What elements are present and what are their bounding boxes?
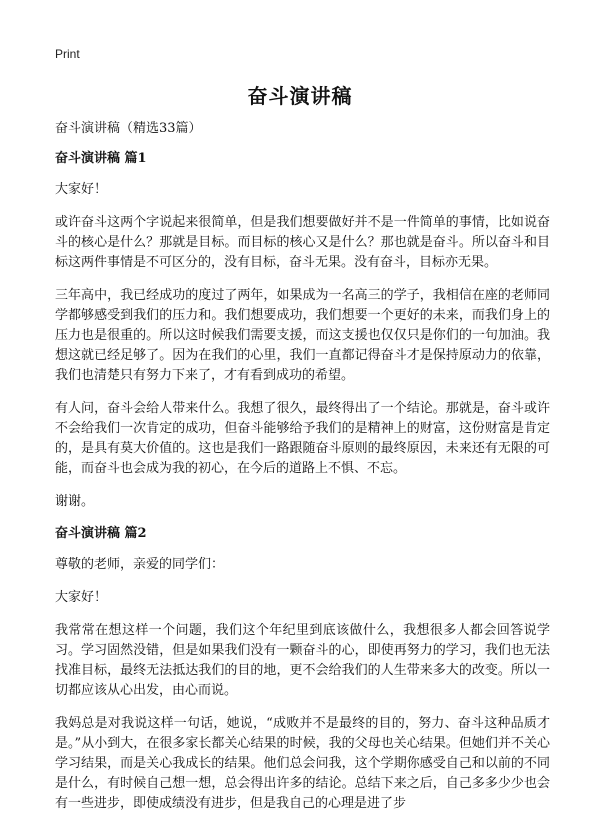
section-2: [55, 525, 550, 814]
paragraph: 大家好！: [55, 182, 108, 197]
paragraph: 大家好！: [55, 590, 108, 605]
paragraph: 我妈总是对我说这样一句话，她说，“成败并不是最终的目的，努力、奋斗这种品质才是。”从小到大，在很多家长都关心结果的时候，我的父母也关心结果。但她们并不关心学习结果，而是关心我成长的结果。他们总会问我，这个学期你感受自己和以前的不同是什么，有时候自己想一想，总会得出许多的结论。总结下来之后，自己多多少少也会有一些进步，即使成绩没有进步，但是我自己的心理是进了步: [55, 716, 550, 811]
document-content: [55, 120, 550, 827]
paragraph: 三年高中，我已经成功的度过了两年，如果成为一名高三的学子，我相信在座的老师同学都够感受到我们的压力和。我们想要成功，我们想要一个更好的未来，而我们身上的压力也是很重的。所以这时候我们需要支援，而这支援也仅仅只是你们的一句加油。我想这就已经足够了。因为在我们的心里，我们一直都记得奋斗才是保持原动力的依靠，我们也清楚只有努力下来了，才有看到成功的希望。: [55, 288, 550, 383]
document-title: 奋斗演讲稿: [247, 84, 353, 108]
section-1: [55, 150, 550, 512]
section-heading: 奋斗演讲稿 篇1: [55, 151, 147, 166]
print-link[interactable]: Print: [55, 47, 80, 61]
paragraph: 谢谢。: [55, 494, 95, 509]
paragraph: 或许奋斗这两个字说起来很简单，但是我们想要做好并不是一件简单的事情，比如说奋斗的核心是什么？那就是目标。而目标的核心又是什么？那也就是奋斗。所以奋斗和目标这两件事情是不可区分的，没有目标，奋斗无果。没有奋斗，目标亦无果。: [55, 215, 550, 270]
paragraph: 有人问，奋斗会给人带来什么。我想了很久，最终得出了一个结论。那就是，奋斗或许不会给我们一次肯定的成功，但奋斗能够给予我们的是精神上的财富，这份财富是肯定的，是具有莫大价值的。这也是我们一路跟随奋斗原则的最终原因，未来还有无限的可能，而奋斗也会成为我的初心，在今后的道路上不惧、不忘。: [55, 401, 550, 476]
document-subtitle: 奋斗演讲稿（精选33篇）: [55, 121, 202, 136]
paragraph: 我常常在想这样一个问题，我们这个年纪里到底该做什么，我想很多人都会回答说学习。学习固然没错，但是如果我们没有一颗奋斗的心，即使再努力的学习，我们也无法找准目标，最终无法抵达我们的目的地，更不会给我们的人生带来多大的改变。所以一切都应该从心出发，由心而说。: [55, 623, 550, 698]
section-heading: 奋斗演讲稿 篇2: [55, 526, 147, 541]
paragraph: 尊敬的老师，亲爱的同学们：: [55, 557, 225, 572]
